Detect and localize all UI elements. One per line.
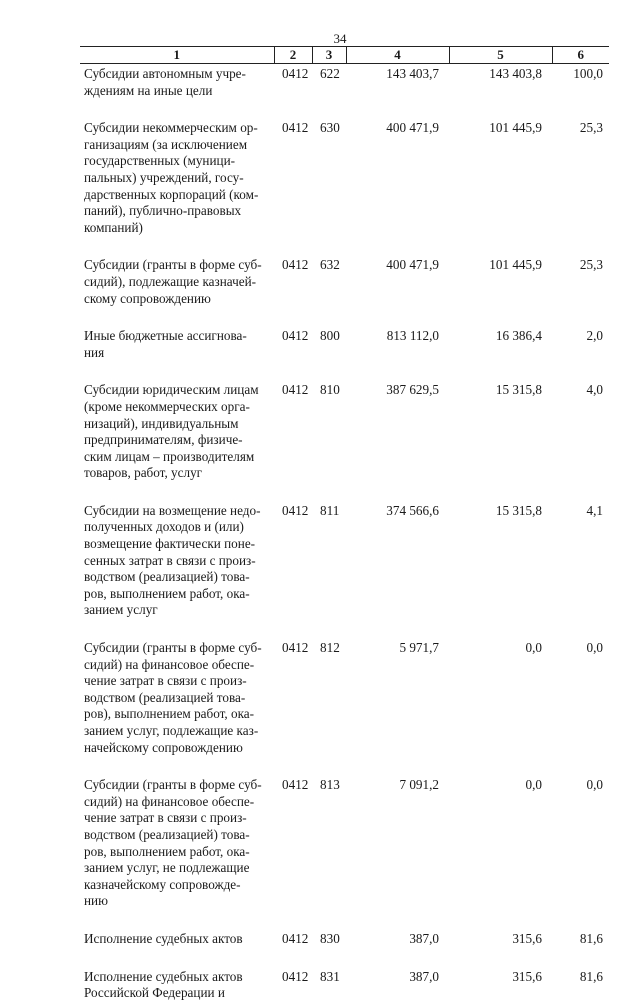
- row-actual: 101 445,9: [489, 257, 542, 273]
- row-expense-type: 830: [320, 930, 340, 946]
- header-col-3: 3: [312, 47, 346, 64]
- table-row: [80, 775, 609, 910]
- table-row: [80, 967, 609, 1002]
- row-expense-type: 813: [320, 777, 340, 793]
- row-actual: 16 386,4: [495, 328, 542, 344]
- row-section: 0412: [282, 777, 309, 793]
- row-section: 0412: [282, 968, 309, 984]
- row-percent: 25,3: [579, 120, 603, 136]
- table-row: [80, 380, 609, 482]
- header-col-1: 1: [80, 47, 274, 64]
- row-expense-type: 811: [320, 502, 340, 518]
- row-plan: 387,0: [409, 930, 439, 946]
- header-col-4: 4: [346, 47, 449, 64]
- row-section: 0412: [282, 640, 309, 656]
- row-expense-type: 810: [320, 382, 340, 398]
- row-percent: 2,0: [586, 328, 603, 344]
- row-actual: 315,6: [512, 930, 542, 946]
- row-actual: 0,0: [525, 777, 542, 793]
- row-actual: 101 445,9: [489, 120, 542, 136]
- row-name: Исполнение судебных актов: [84, 930, 243, 946]
- header-col-5: 5: [449, 47, 552, 64]
- row-plan: 374 566,6: [386, 502, 439, 518]
- page-number: 34: [333, 31, 347, 46]
- row-section: 0412: [282, 382, 309, 398]
- row-plan: 7 091,2: [399, 777, 439, 793]
- row-percent: 81,6: [579, 968, 603, 984]
- row-expense-type: 800: [320, 328, 340, 344]
- row-name: Исполнение судебных актов Российской Федерации и: [84, 968, 243, 1001]
- row-name: Субсидии на возмещение недо- полученных доходов и (или) возмещение фактически поне- сенных затрат в связи с произ- водством (реализацией) това- ров, выполнением работ, ока- занием услуг: [84, 502, 261, 618]
- row-percent: 81,6: [579, 930, 603, 946]
- header-col-6: 6: [552, 47, 609, 64]
- table-row: [80, 501, 609, 619]
- table-row: [80, 64, 609, 100]
- row-actual: 15 315,8: [495, 382, 542, 398]
- row-plan: 5 971,7: [399, 640, 439, 656]
- budget-table: [80, 46, 609, 1002]
- row-actual: 143 403,8: [489, 66, 542, 81]
- row-plan: 387,0: [409, 968, 439, 984]
- row-name: Субсидии (гранты в форме суб- сидий), подлежащие казначей- скому сопровождению: [84, 257, 262, 306]
- table-row: [80, 255, 609, 307]
- row-percent: 4,0: [586, 382, 603, 398]
- row-percent: 4,1: [586, 502, 603, 518]
- header-col-2: 2: [274, 47, 312, 64]
- row-name: Субсидии некоммерческим ор- ганизациям (за исключением государственных (муници- пальных) учреждений, госу- дарственных корпораций (ком- паний), публично-правовых компаний): [84, 120, 259, 235]
- table-row: [80, 326, 609, 361]
- row-expense-type: 622: [320, 66, 340, 81]
- row-section: 0412: [282, 328, 309, 344]
- row-plan: 400 471,9: [386, 120, 439, 136]
- row-section: 0412: [282, 502, 309, 518]
- row-plan: 387 629,5: [386, 382, 439, 398]
- row-expense-type: 632: [320, 257, 340, 273]
- row-name: Иные бюджетные ассигнова- ния: [84, 328, 247, 360]
- row-plan: 143 403,7: [386, 66, 439, 81]
- row-section: 0412: [282, 66, 309, 81]
- table-row: [80, 638, 609, 756]
- table-row: [80, 929, 609, 948]
- row-plan: 400 471,9: [386, 257, 439, 273]
- row-section: 0412: [282, 257, 309, 273]
- row-section: 0412: [282, 120, 309, 136]
- row-section: 0412: [282, 930, 309, 946]
- row-name: Субсидии автономным учре- ждениям на иные цели: [84, 66, 246, 98]
- row-percent: 0,0: [586, 640, 603, 656]
- table-row: [80, 118, 609, 236]
- row-name: Субсидии юридическим лицам (кроме некоммерческих орга- низаций), индивидуальным предпринимателям, физиче- ским лицам – производителям товаров, работ, услуг: [84, 382, 259, 481]
- row-percent: 0,0: [586, 777, 603, 793]
- row-plan: 813 112,0: [386, 328, 439, 344]
- row-expense-type: 812: [320, 640, 340, 656]
- row-actual: 0,0: [525, 640, 542, 656]
- row-name: Субсидии (гранты в форме суб- сидий) на финансовое обеспе- чение затрат в связи с произ- водством (реализацией) това- ров, выполнением работ, ока- занием услуг, не подлежащие казначейскому сопровожде- нию: [84, 777, 262, 909]
- table-header-row: [80, 47, 609, 64]
- row-expense-type: 831: [320, 968, 340, 984]
- row-percent: 25,3: [579, 257, 603, 273]
- row-percent: 100,0: [573, 66, 603, 81]
- row-name: Субсидии (гранты в форме суб- сидий) на финансовое обеспе- чение затрат в связи с произ- водством (реализацией това- ров), выполнением работ, ока- занием услуг, подлежащие каз- начейскому сопровождению: [84, 640, 262, 755]
- row-actual: 15 315,8: [495, 502, 542, 518]
- row-actual: 315,6: [512, 968, 542, 984]
- row-expense-type: 630: [320, 120, 340, 136]
